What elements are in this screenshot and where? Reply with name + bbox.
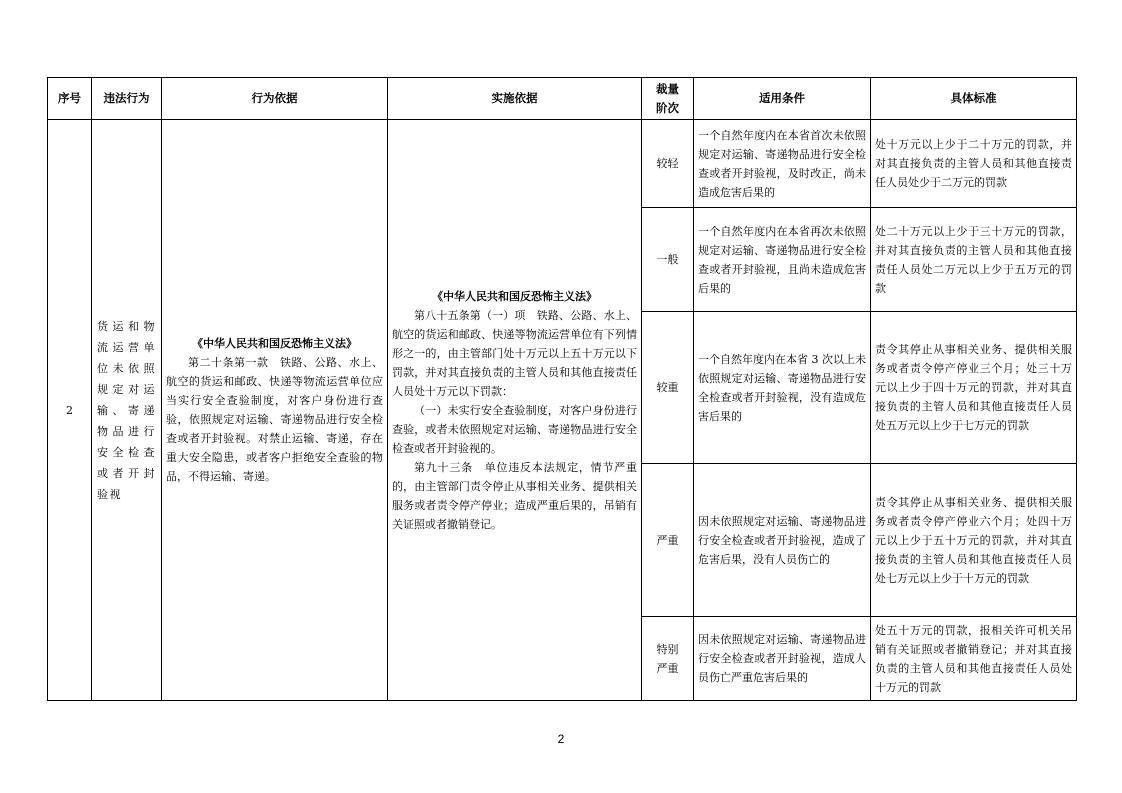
header-level-line2: 阶次: [656, 100, 679, 115]
tier-level: 严重: [642, 464, 694, 617]
tier-condition: 一个自然年度内在本省 3 次以上未依照规定对运输、寄递物品进行安全检查或者开封验视，没有造成危害后果的: [694, 312, 871, 464]
table-header-row: [48, 78, 1077, 120]
cell-behavior: 货运和物流运营单位未依照规定对运输、寄递物品进行安全检查或者开封验视: [92, 120, 162, 701]
tier-standard: 处十万元以上少于二十万元的罚款，并对其直接负责的主管人员和其他直接责任人员处少于二万元的罚款: [871, 120, 1077, 208]
tier-condition: 因未依照规定对运输、寄递物品进行安全检查或者开封验视，造成人员伤亡严重危害后果的: [694, 617, 871, 701]
impl-paragraph-3: 第九十三条 单位违反本法规定，情节严重的，由主管部门责令停止从事相关业务、提供相关服务或者责令停产停业；造成严重后果的，吊销有关证照或者撤销登记。: [392, 460, 637, 531]
cell-implementation: [388, 120, 642, 701]
tier-level: 特别严重: [642, 617, 694, 701]
table-row: [48, 120, 1077, 208]
header-basis: 行为依据: [162, 78, 388, 120]
header-level-line1: 裁量: [656, 81, 679, 96]
tier-standard: 责令其停止从事相关业务、提供相关服务或者责令停产停业六个月；处四十万元以上少于五十万元的罚款，并对其直接负责的主管人员和其他直接责任人员处七万元以上少于十万元的罚款: [871, 464, 1077, 617]
tier-level: 一般: [642, 208, 694, 312]
page-number: 2: [557, 732, 565, 746]
tier-level: 较轻: [642, 120, 694, 208]
penalty-discretion-table: [47, 77, 1077, 701]
tier-condition: 一个自然年度内在本省再次未依照规定对运输、寄递物品进行安全检查或者开封验视，且尚未造成危害后果的: [694, 208, 871, 312]
tier-standard: 处五十万元的罚款，报相关许可机关吊销有关证照或者撤销登记；并对其直接负责的主管人员和其他直接责任人员处十万元的罚款: [871, 617, 1077, 701]
impl-paragraph-2: （一）未实行安全查验制度，对客户身份进行查验，或者未依照规定对运输、寄递物品进行安全检查或者开封验视的。: [392, 403, 637, 455]
header-behavior: 违法行为: [92, 78, 162, 120]
tier-standard: 处二十万元以上少于三十万元的罚款，并对其直接负责的主管人员和其他直接责任人员处二万元以上少于五万元的罚款: [871, 208, 1077, 312]
header-seq: 序号: [48, 78, 92, 120]
basis-text: 第二十条第一款 铁路、公路、水上、航空的货运和邮政、快递等物流运营单位应当实行安全查验制度，对客户身份进行查验，依照规定对运输、寄递物品进行安全检查或者开封验视。对禁止运输、寄递，存在重大安全隐患，或者客户拒绝安全查验的物品，不得运输、寄递。: [166, 356, 383, 483]
tier-condition: 因未依照规定对运输、寄递物品进行安全检查或者开封验视，造成了危害后果，没有人员伤亡的: [694, 464, 871, 617]
header-standard: 具体标准: [871, 78, 1077, 120]
header-implementation: 实施依据: [388, 78, 642, 120]
cell-seq: 2: [48, 120, 92, 701]
tier-standard: 责令其停止从事相关业务、提供相关服务或者责令停产停业三个月；处三十万元以上少于四十万元的罚款，并对其直接负责的主管人员和其他直接责任人员处五万元以上少于七万元的罚款: [871, 312, 1077, 464]
cell-basis: [162, 120, 388, 701]
tier-condition: 一个自然年度内在本省首次未依照规定对运输、寄递物品进行安全检查或者开封验视，及时改正，尚未造成危害后果的: [694, 120, 871, 208]
basis-law-title: 《中华人民共和国反恐怖主义法》: [192, 337, 357, 350]
header-level: [642, 78, 694, 120]
impl-paragraph-1: 第八十五条第（一）项 铁路、公路、水上、航空的货运和邮政、快递等物流运营单位有下列情形之一的，由主管部门处十万元以上五十万元以下罚款，并对其直接负责的主管人员和其他直接责任人员处十万元以下罚款：: [392, 308, 637, 398]
impl-law-title: 《中华人民共和国反恐怖主义法》: [432, 289, 597, 303]
tier-level: 较重: [642, 312, 694, 464]
header-condition: 适用条件: [694, 78, 871, 120]
